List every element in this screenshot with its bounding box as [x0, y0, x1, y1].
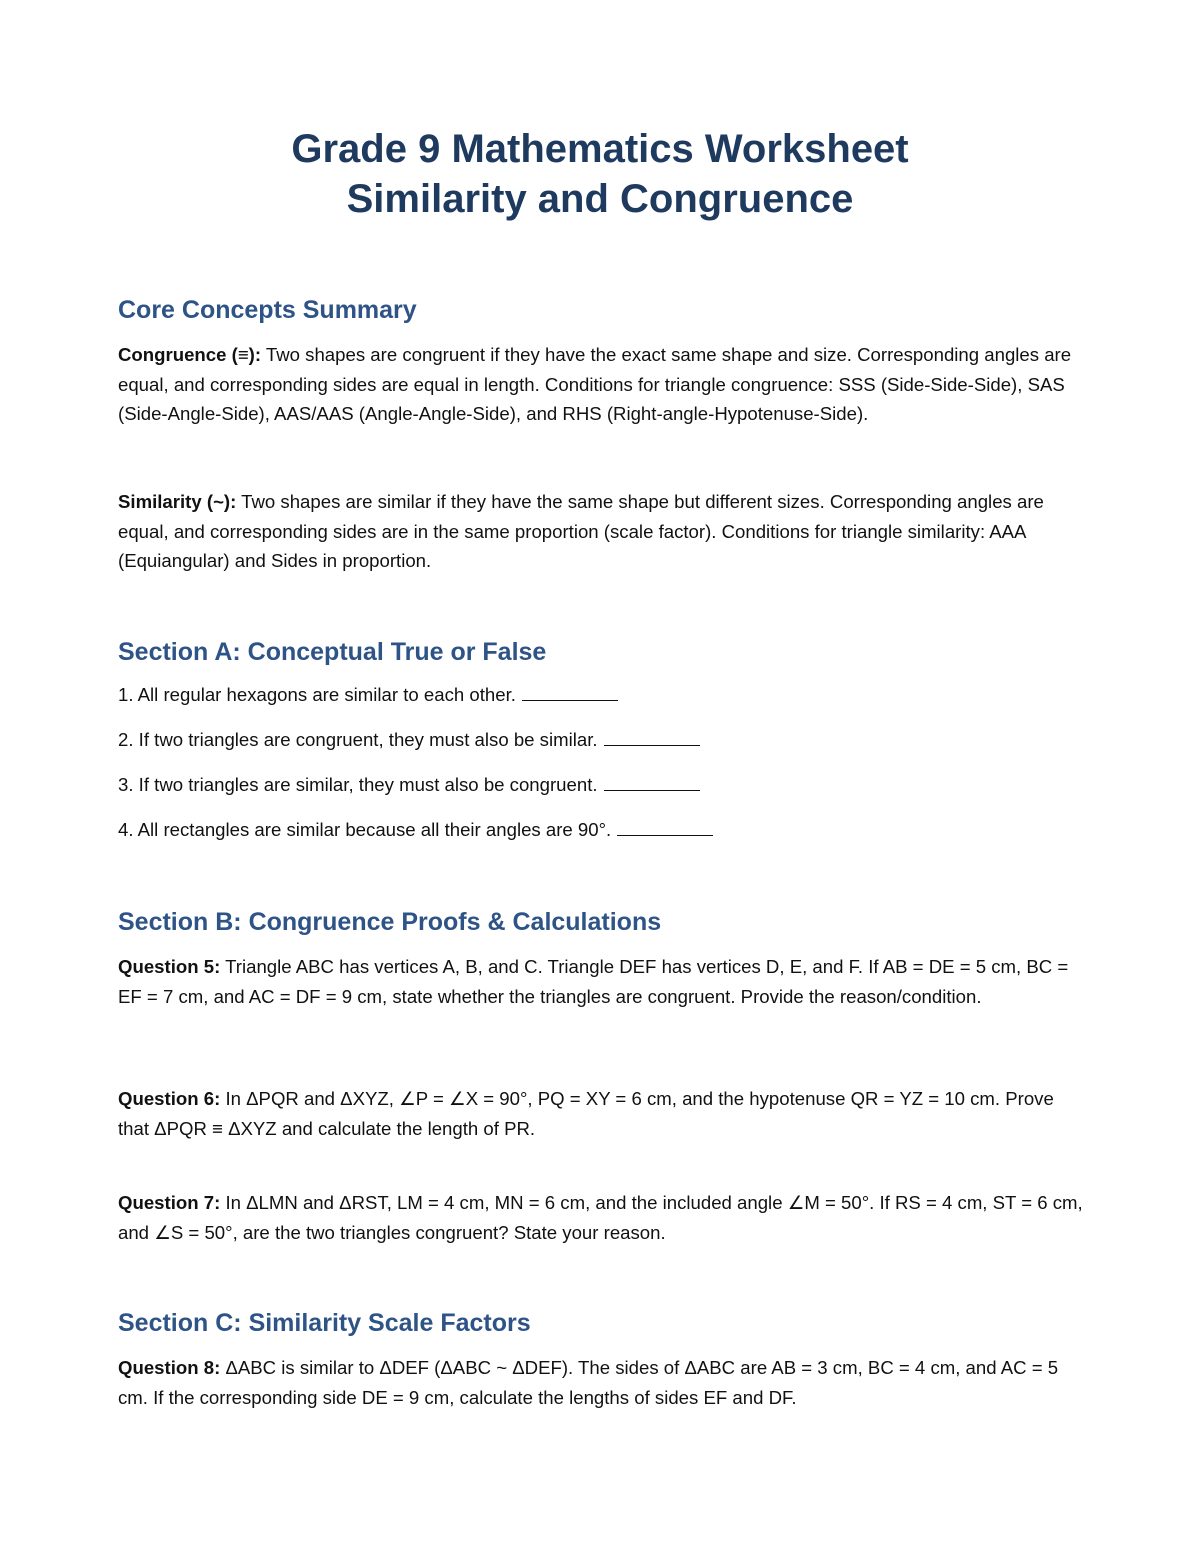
- similarity-label: Similarity (~):: [118, 491, 237, 512]
- section-a-heading: Section A: Conceptual True or False: [118, 638, 547, 666]
- question-text: Triangle ABC has vertices A, B, and C. Triangle DEF has vertices D, E, and F. If AB = DE = 5 cm, BC = EF = 7 cm, and AC = DF = 9 cm, state whether the triangles are congruent. Provide the reason/condition.: [118, 956, 1069, 1007]
- true-false-statement: 2. If two triangles are congruent, they must also be similar.: [118, 729, 598, 750]
- question-label: Question 6:: [118, 1088, 221, 1109]
- true-false-statement: 4. All rectangles are similar because all their angles are 90°.: [118, 819, 612, 840]
- section-b-heading: Section B: Congruence Proofs & Calculations: [118, 908, 662, 936]
- true-false-item: [118, 771, 700, 799]
- title-line-2: Similarity and Congruence: [346, 177, 854, 221]
- similarity-paragraph: [118, 487, 1084, 576]
- question-text: ΔABC is similar to ΔDEF (ΔABC ~ ΔDEF). The sides of ΔABC are AB = 3 cm, BC = 4 cm, and AC = 5 cm. If the corresponding side DE = 9 cm, calculate the lengths of sides EF and DF.: [118, 1357, 1059, 1408]
- true-false-item: [118, 726, 700, 754]
- answer-blank[interactable]: [604, 771, 700, 791]
- question-5: [118, 952, 1084, 1011]
- congruence-paragraph: [118, 340, 1084, 429]
- question-text: In ΔLMN and ΔRST, LM = 4 cm, MN = 6 cm, and the included angle ∠M = 50°. If RS = 4 cm, ST = 6 cm, and ∠S = 50°, are the two triangles congruent? State your reason.: [118, 1192, 1083, 1243]
- congruence-label: Congruence (≡):: [118, 344, 262, 365]
- answer-blank[interactable]: [522, 681, 618, 701]
- worksheet-title: [118, 124, 1082, 224]
- question-6: [118, 1084, 1084, 1143]
- question-label: Question 5:: [118, 956, 221, 977]
- question-7: [118, 1188, 1084, 1247]
- section-c-heading: Section C: Similarity Scale Factors: [118, 1309, 531, 1337]
- true-false-statement: 1. All regular hexagons are similar to each other.: [118, 684, 516, 705]
- question-label: Question 8:: [118, 1357, 221, 1378]
- congruence-text: Two shapes are congruent if they have the exact same shape and size. Corresponding angles are equal, and corresponding sides are equal in length. Conditions for triangle congruence: SSS (Side-Side-Side), SAS (Side-Angle-Side), AAS/AAS (Angle-Angle-Side), and RHS (Right-angle-Hypotenuse-Side).: [118, 344, 1072, 424]
- true-false-item: [118, 681, 618, 709]
- title-line-1: Grade 9 Mathematics Worksheet: [291, 127, 909, 171]
- answer-blank[interactable]: [617, 816, 713, 836]
- answer-blank[interactable]: [604, 726, 700, 746]
- question-8: [118, 1353, 1084, 1412]
- core-concepts-heading: Core Concepts Summary: [118, 296, 417, 324]
- question-text: In ΔPQR and ΔXYZ, ∠P = ∠X = 90°, PQ = XY = 6 cm, and the hypotenuse QR = YZ = 10 cm. Prove that ΔPQR ≡ ΔXYZ and calculate the length of PR.: [118, 1088, 1054, 1139]
- question-label: Question 7:: [118, 1192, 221, 1213]
- similarity-text: Two shapes are similar if they have the same shape but different sizes. Corresponding angles are equal, and corresponding sides are in the same proportion (scale factor). Conditions for triangle similarity: AAA (Equiangular) and Sides in proportion.: [118, 491, 1044, 571]
- true-false-item: [118, 816, 713, 844]
- true-false-statement: 3. If two triangles are similar, they must also be congruent.: [118, 774, 598, 795]
